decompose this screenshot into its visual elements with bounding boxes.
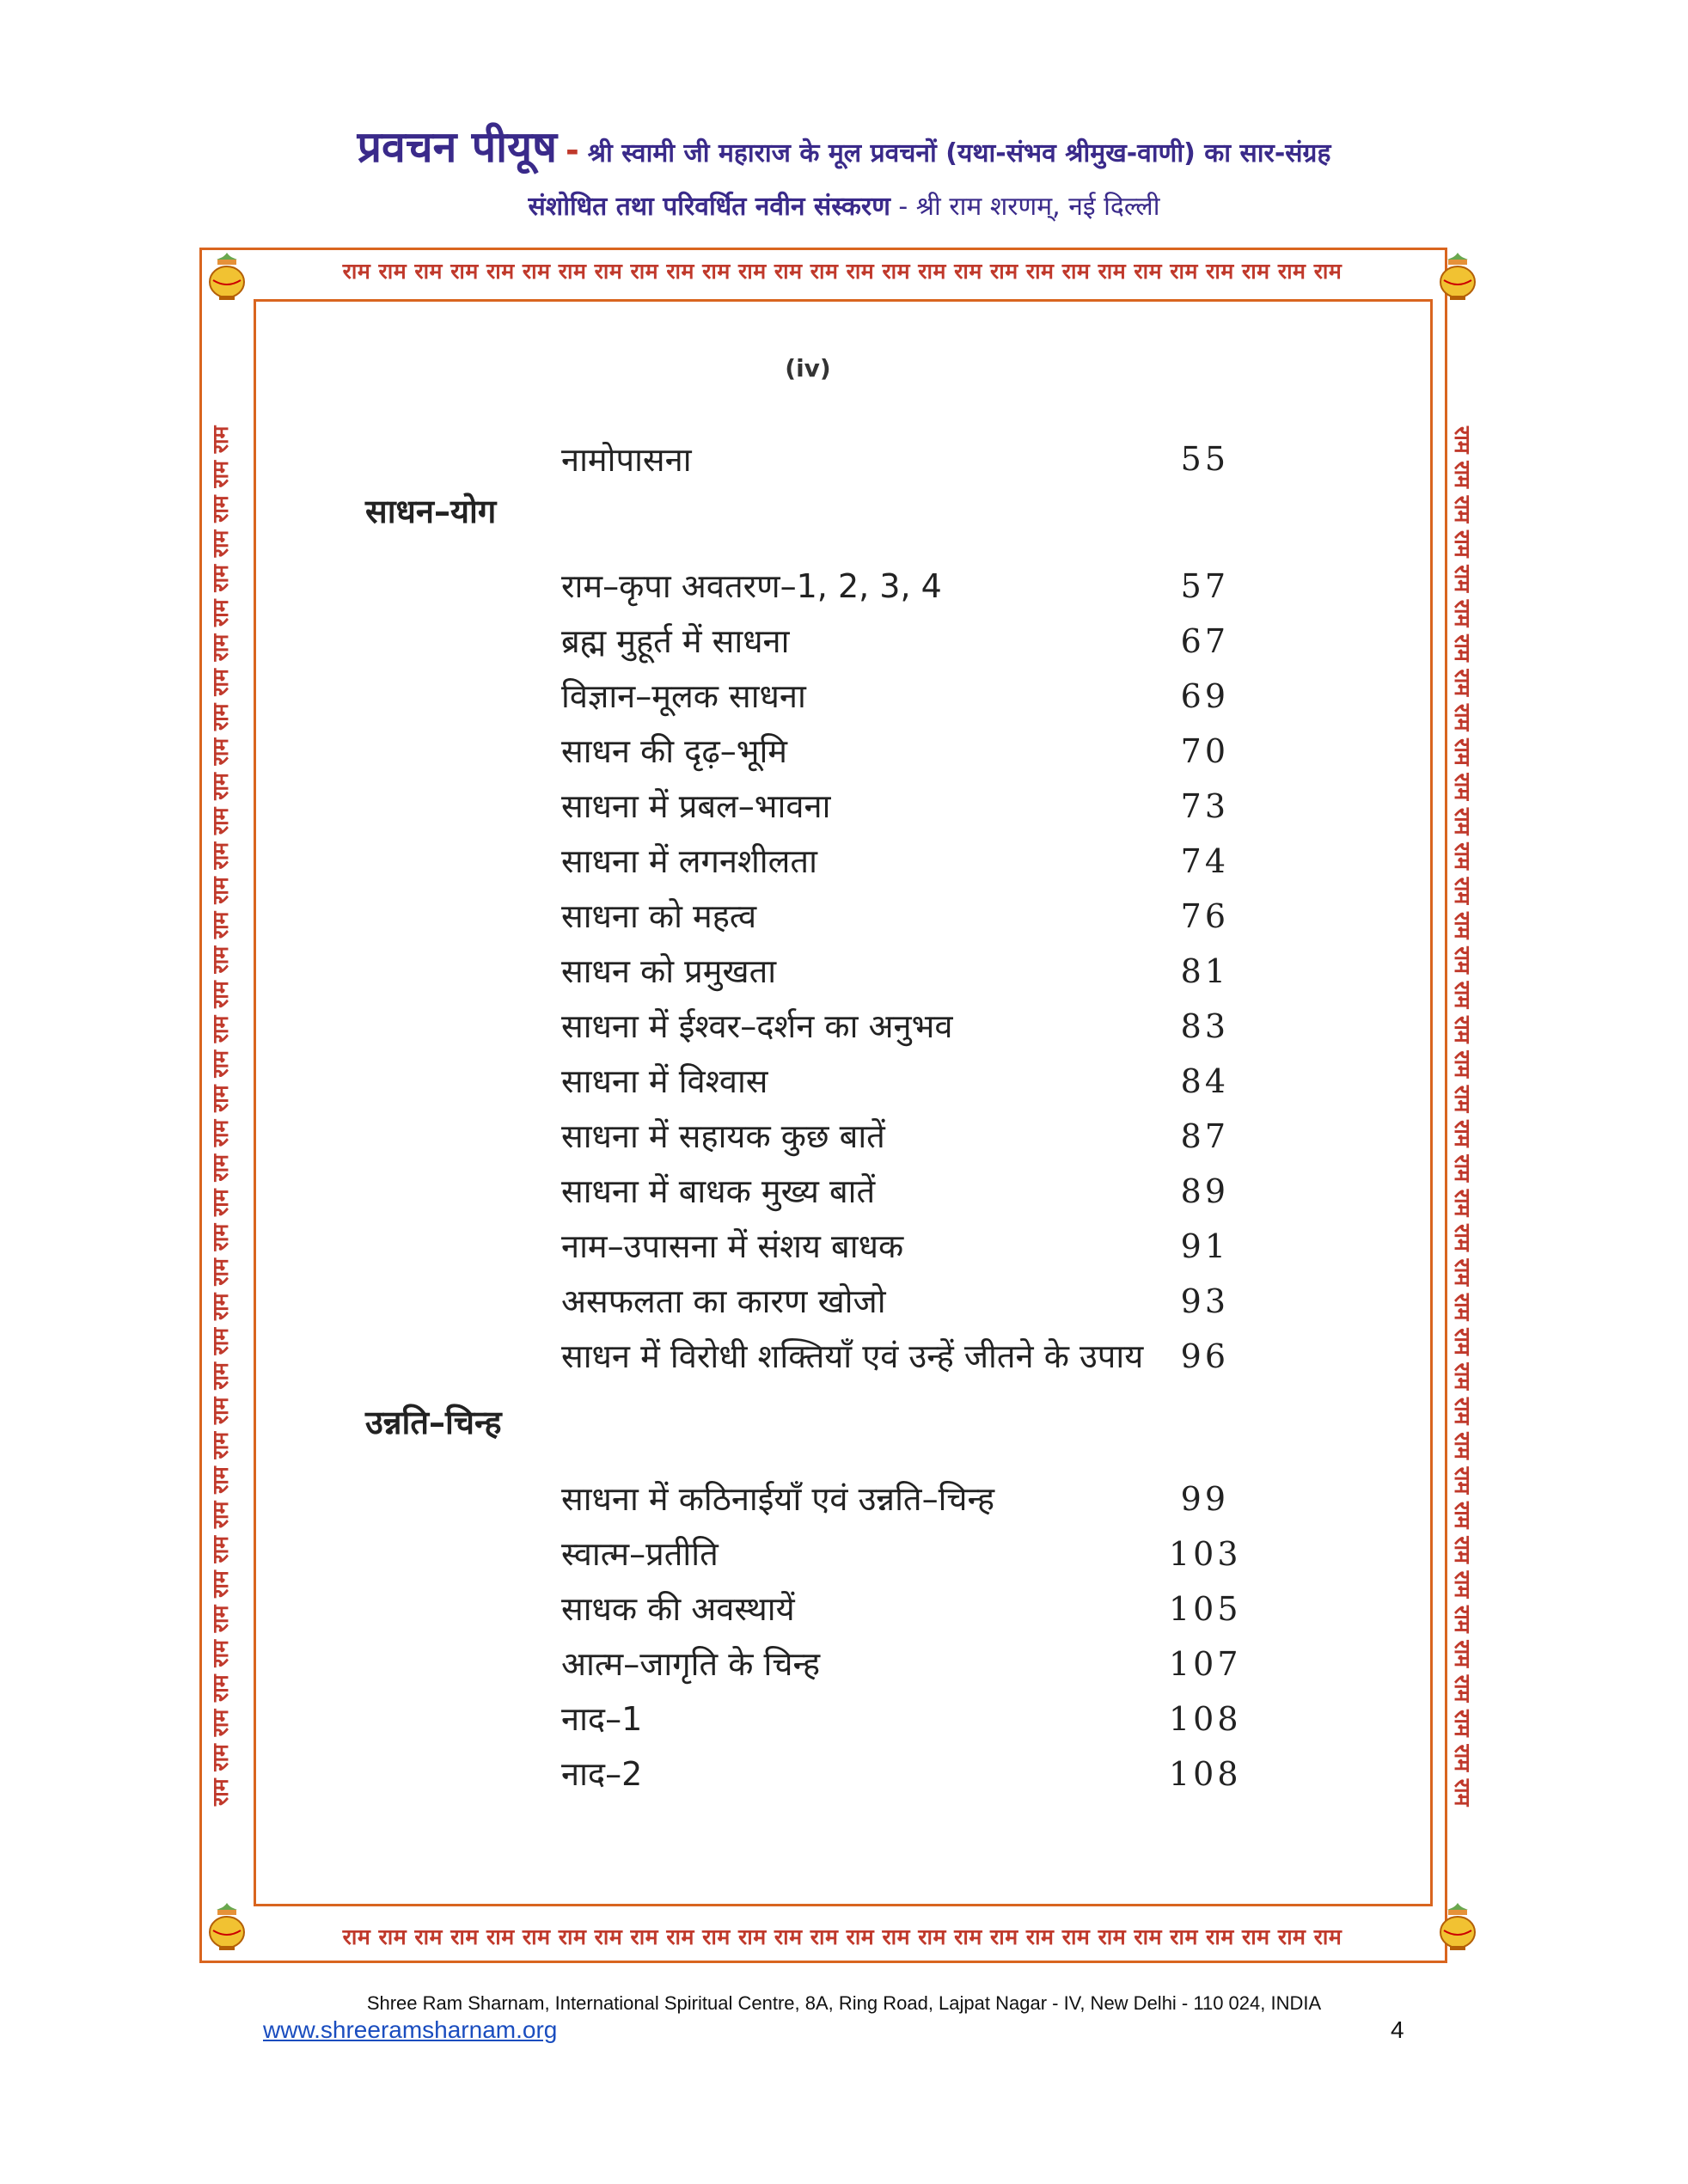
toc-entry-page: 108 [1169, 1700, 1242, 1738]
toc-entry-title: साधना में सहायक कुछ बातें [561, 1117, 885, 1155]
toc-entry-page: 87 [1180, 1117, 1229, 1155]
footer-address: Shree Ram Sharnam, International Spiritual Centre, 8A, Ring Road, Lajpat Nagar - IV, New Delhi - 110 024, INDIA [366, 1992, 1322, 2014]
toc-entry-title: साधना में प्रबल–भावना [561, 787, 831, 825]
toc-entry-page: 67 [1180, 622, 1229, 660]
kalash-icon [205, 1901, 249, 1953]
toc-entry-page: 81 [1180, 952, 1229, 990]
edition-bold: संशोधित तथा परिवर्धित नवीन संस्करण [528, 192, 890, 222]
toc-entry-page: 103 [1169, 1535, 1242, 1573]
toc-entry-page: 105 [1169, 1590, 1242, 1628]
toc-entry-title: नाम–उपासना में संशय बाधक [561, 1227, 904, 1265]
toc-entry-page: 73 [1180, 787, 1229, 825]
kalash-icon [1435, 1901, 1480, 1953]
toc-entry-title: साधना में विश्वास [561, 1062, 768, 1100]
toc-entry-title: नाद–1 [561, 1700, 643, 1738]
border-ram-top: राम राम राम राम राम राम राम राम राम राम राम राम राम राम राम राम राम राम राम राम राम राम राम राम राम राम राम राम [342, 259, 1342, 284]
toc-entry-title: नामोपासना [561, 441, 692, 479]
toc-entry-title: साधना में लगनशीलता [561, 842, 817, 880]
roman-page-number: (iv) [785, 354, 831, 382]
edition-line [0, 187, 1688, 223]
toc-entry-page: 91 [1180, 1227, 1229, 1265]
toc-entry-title: साधना में कठिनाईयाँ एवं उन्नति–चिन्ह [561, 1480, 995, 1518]
toc-entry-page: 69 [1180, 677, 1229, 715]
toc-entry-page: 107 [1169, 1645, 1242, 1683]
toc-entry-title: विज्ञान–मूलक साधना [561, 677, 806, 715]
toc-entry-title: साधना को महत्व [561, 897, 757, 935]
toc-entry-page: 83 [1180, 1007, 1229, 1045]
toc-entry-title: साधन की दृढ़–भूमि [561, 732, 788, 770]
toc-entry-page: 55 [1180, 440, 1229, 478]
toc-entry-page: 93 [1180, 1282, 1229, 1320]
book-subtitle: श्री स्वामी जी महाराज के मूल प्रवचनों (यथा-संभव श्रीमुख-वाणी) का सार-संग्रह [587, 138, 1331, 168]
toc-entry-title: स्वात्म–प्रतीति [561, 1535, 719, 1573]
toc-entry-title: साधन को प्रमुखता [561, 952, 777, 990]
toc-entry-title: साधन में विरोधी शक्तियाँ एवं उन्हें जीतने के उपाय [561, 1337, 1144, 1375]
toc-entry-page: 70 [1180, 732, 1229, 770]
toc-entry-title: साधक की अवस्थायें [561, 1590, 795, 1628]
edition-publisher: - श्री राम शरणम्, नई दिल्ली [890, 192, 1160, 222]
book-title: प्रवचन पीयूष [357, 122, 557, 172]
footer-page-number: 4 [1391, 2016, 1404, 2043]
toc-entry-page: 74 [1180, 842, 1229, 880]
website-link[interactable]: www.shreeramsharnam.org [263, 2016, 558, 2043]
toc-entry-page: 89 [1180, 1172, 1229, 1210]
inner-border [254, 299, 1433, 1906]
toc-entry-page: 99 [1180, 1480, 1229, 1518]
toc-entry-page: 57 [1180, 567, 1229, 605]
toc-entry-title: आत्म–जागृति के चिन्ह [561, 1645, 821, 1683]
section-heading: साधन–योग [365, 492, 497, 530]
toc-entry-title: साधना में बाधक मुख्य बातें [561, 1172, 876, 1210]
toc-entry-title: ब्रह्म मुहूर्त में साधना [561, 622, 790, 660]
document-header [0, 116, 1688, 174]
toc-entry-title: नाद–2 [561, 1755, 643, 1793]
toc-entry-title: साधना में ईश्वर–दर्शन का अनुभव [561, 1007, 953, 1045]
toc-entry-title: राम–कृपा अवतरण–1, 2, 3, 4 [561, 567, 942, 605]
border-ram-bottom: राम राम राम राम राम राम राम राम राम राम राम राम राम राम राम राम राम राम राम राम राम राम राम राम राम राम राम राम [342, 1924, 1342, 1949]
section-heading: उन्नति–चिन्ह [365, 1404, 502, 1441]
border-ram-right: राम राम राम राम राम राम राम राम राम राम राम राम राम राम राम राम राम राम राम राम राम राम राम राम राम राम राम राम राम राम राम राम राम राम राम राम राम राम राम राम [1450, 425, 1475, 1807]
kalash-icon [1435, 251, 1480, 303]
toc-entry-page: 76 [1180, 897, 1229, 935]
toc-entry-page: 84 [1180, 1062, 1229, 1100]
toc-entry-title: असफलता का कारण खोजो [561, 1282, 886, 1320]
title-dash: - [566, 132, 579, 169]
kalash-icon [205, 251, 249, 303]
toc-entry-page: 96 [1180, 1337, 1229, 1375]
toc-entry-page: 108 [1169, 1755, 1242, 1793]
border-ram-left: राम राम राम राम राम राम राम राम राम राम राम राम राम राम राम राम राम राम राम राम राम राम राम राम राम राम राम राम राम राम राम राम राम राम राम राम राम राम राम राम [208, 425, 233, 1807]
